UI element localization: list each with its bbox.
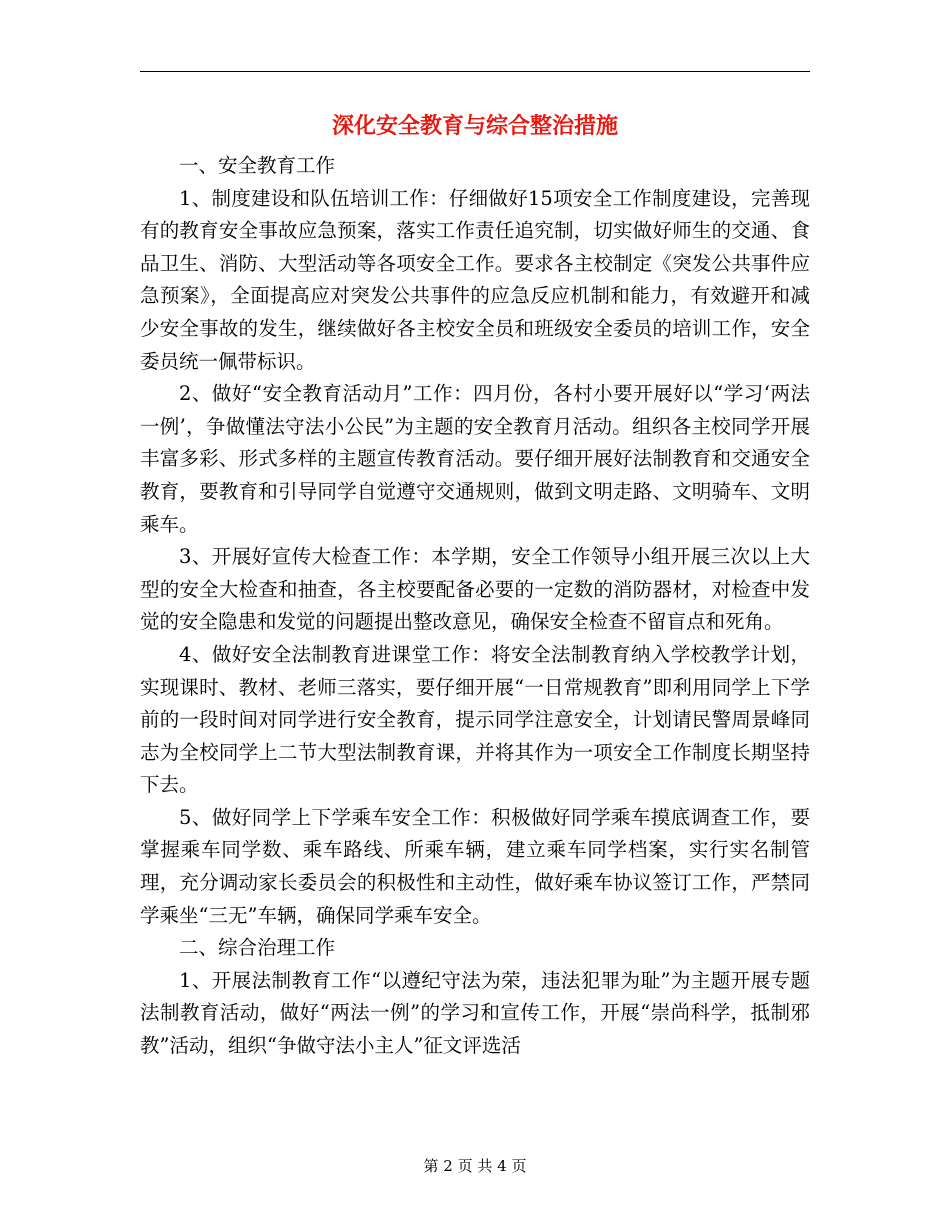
document-body bbox=[140, 150, 810, 1063]
paragraph-bus-safety: 5、做好同学上下学乘车安全工作：积极做好同学乘车摸底调查工作，要掌握乘车同学数、乘车路线、所乘车辆，建立乘车同学档案，实行实名制管理，充分调动家长委员会的积极性和主动性，做好乘车协议签订工作，严禁同学乘坐“三无”车辆，确保同学乘车安全。 bbox=[140, 805, 810, 927]
paragraph-safety-month: 2、做好“安全教育活动月”工作：四月份，各村小要开展好以“学习‘两法一例’，争做懂法守法小公民”为主题的安全教育月活动。组织各主校同学开展丰富多彩、形式多样的主题宣传教育活动。要仔细开展好法制教育和交通安全教育，要教育和引导同学自觉遵守交通规则，做到文明走路、文明骑车、文明乘车。 bbox=[140, 382, 810, 536]
paragraph-law-education-activity: 1、开展法制教育工作“以遵纪守法为荣，违法犯罪为耻”为主题开展专题法制教育活动，做好“两法一例”的学习和宣传工作，开展“崇尚科学，抵制邪教”活动，组织“争做守法小主人”征文评选活 bbox=[140, 968, 810, 1058]
section-heading-comprehensive-governance: 二、综合治理工作 bbox=[179, 936, 336, 960]
document-title: 深化安全教育与综合整治措施 bbox=[331, 113, 618, 139]
paragraph-inspection: 3、开展好宣传大检查工作：本学期，安全工作领导小组开展三次以上大型的安全大检查和抽查，各主校要配备必要的一定数的消防器材，对检查中发觉的安全隐患和发觉的问题提出整改意见，确保安全检查不留盲点和死角。 bbox=[140, 545, 810, 634]
paragraph-system-building: 1、制度建设和队伍培训工作：仔细做好15项安全工作制度建设，完善现有的教育安全事故应急预案，落实工作责任追究制，切实做好师生的交通、食品卫生、消防、大型活动等各项安全工作。要求各主校制定《突发公共事件应急预案》，全面提高应对突发公共事件的应急反应机制和能力，有效避开和减少安全事故的发生，继续做好各主校安全员和班级安全委员的培训工作，安全委员统一佩带标识。 bbox=[140, 186, 810, 373]
header-rule bbox=[140, 71, 810, 72]
section-heading-safety-education: 一、安全教育工作 bbox=[179, 154, 336, 177]
paragraph-law-education-classroom: 4、做好安全法制教育进课堂工作：将安全法制教育纳入学校教学计划，实现课时、教材、老师三落实，要仔细开展“一日常规教育”即利用同学上下学前的一段时间对同学进行安全教育，提示同学注意安全，计划请民警周景峰同志为全校同学上二节大型法制教育课，并将其作为一项安全工作制度长期坚持下去。 bbox=[140, 642, 810, 797]
page-number: 第 2 页 共 4 页 bbox=[423, 1157, 527, 1175]
